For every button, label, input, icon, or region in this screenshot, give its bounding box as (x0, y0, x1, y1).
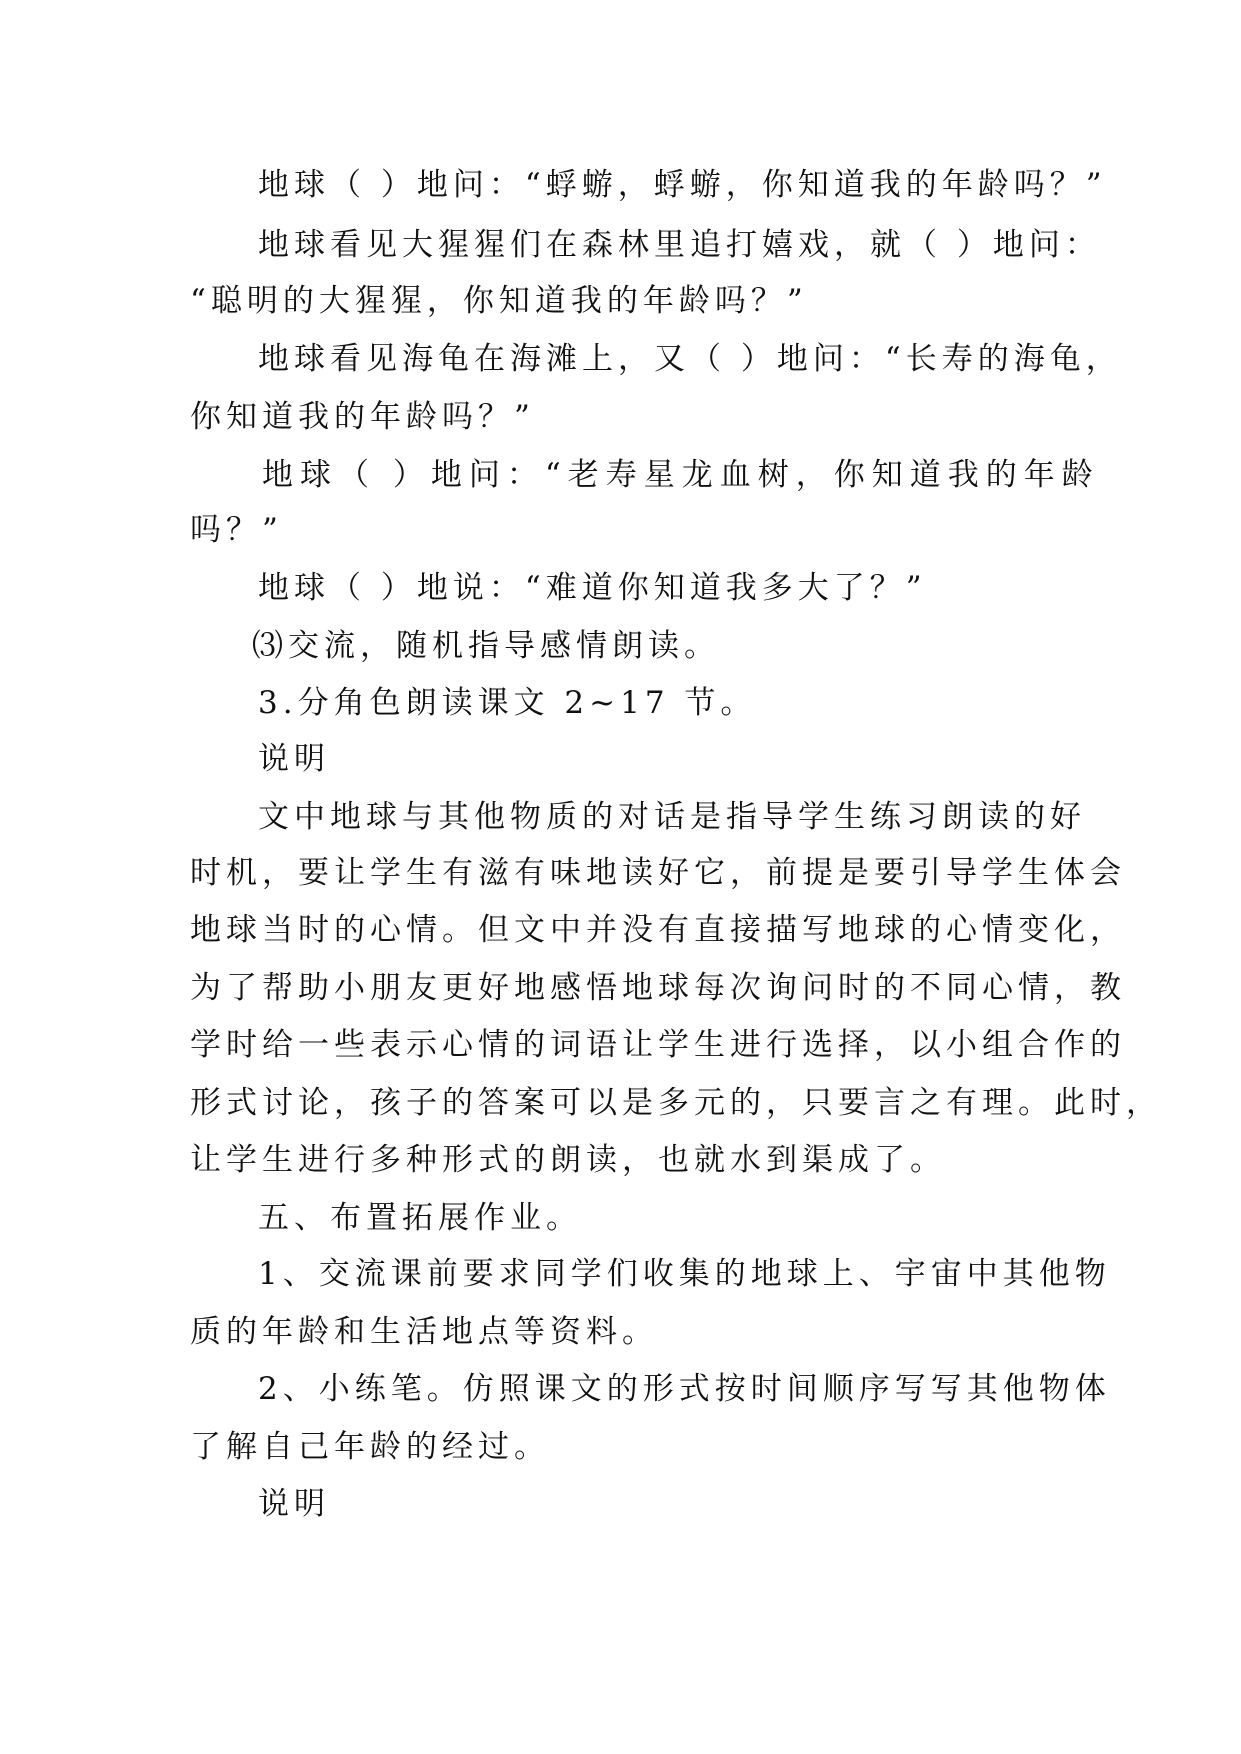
text-line: 地球看见海龟在海滩上，又（ ）地问：“长寿的海龟， (258, 341, 1122, 377)
section-heading: 五、布置拓展作业。 (258, 1200, 582, 1236)
text-line: 让学生进行多种形式的朗读，也就水到渠成了。 (190, 1142, 946, 1178)
text-line: 地球看见大猩猩们在森林里追打嬉戏，就（ ）地问： (258, 227, 1101, 263)
text-line: 了解自己年龄的经过。 (190, 1429, 550, 1465)
text-line: 形式讨论，孩子的答案可以是多元的，只要言之有理。此时， (190, 1085, 1162, 1121)
text-line: “聪明的大猩猩，你知道我的年龄吗？” (190, 283, 808, 319)
text-line: 时机，要让学生有滋有味地读好它，前提是要引导学生体会 (190, 855, 1126, 891)
text-line: 你知道我的年龄吗？” (190, 399, 535, 435)
text-line: 学时给一些表示心情的词语让学生进行选择，以小组合作的 (190, 1027, 1126, 1063)
section-heading: 说明 (258, 741, 330, 777)
text-line: 1、交流课前要求同学们收集的地球上、宇宙中其他物 (258, 1256, 1111, 1292)
text-line: 地球当时的心情。但文中并没有直接描写地球的心情变化， (190, 912, 1126, 948)
text-line: 2、小练笔。仿照课文的形式按时间顺序写写其他物体 (258, 1371, 1111, 1407)
text-line: 为了帮助小朋友更好地感悟地球每次询问时的不同心情，教 (190, 970, 1126, 1006)
text-line: 吗？” (190, 512, 283, 548)
text-line: 文中地球与其他物质的对话是指导学生练习朗读的好 (258, 799, 1086, 835)
text-line: 质的年龄和生活地点等资料。 (190, 1314, 658, 1350)
text-line: 地球（ ）地问：“蜉蝣，蜉蝣，你知道我的年龄吗？” (258, 167, 1107, 203)
text-line: 地球（ ）地说：“难道你知道我多大了？” (258, 570, 927, 606)
section-heading: 说明 (258, 1486, 330, 1522)
text-line: ⑶交流，随机指导感情朗读。 (252, 628, 720, 664)
text-line: 3.分角色朗读课文 2~17 节。 (258, 685, 757, 721)
text-line: 地球（ ）地问：“老寿星龙血树，你知道我的年龄 (262, 457, 1100, 493)
